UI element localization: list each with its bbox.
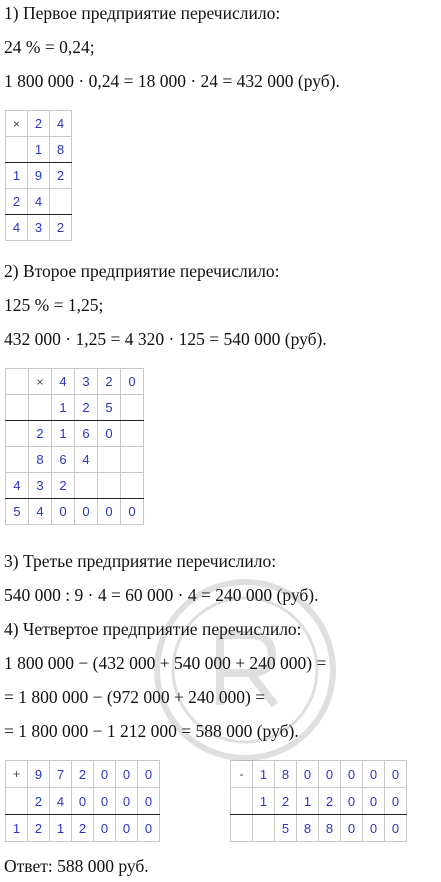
grid-cell: 0 (72, 788, 94, 815)
grid-cell: 2 (72, 815, 94, 842)
grid-cell: 2 (29, 421, 52, 447)
grid-cell: 2 (319, 788, 341, 815)
grid-row (6, 111, 72, 137)
grid-row (231, 788, 407, 815)
grid-cell (121, 421, 144, 447)
grid-cell: 8 (50, 137, 72, 163)
grid-cell: 0 (319, 761, 341, 788)
grid-cell: 0 (138, 788, 160, 815)
step3-heading: 3) Третье предприятие перечислило: (4, 551, 277, 571)
grid-cell: × (29, 369, 52, 395)
grid-cell: 0 (116, 788, 138, 815)
subtraction-grid (230, 760, 407, 842)
grid-cell: 0 (297, 761, 319, 788)
step1-percent: 24 % = 0,24; (4, 37, 95, 57)
grid-cell (6, 137, 28, 163)
grid-cell: 2 (75, 395, 98, 421)
grid-cell: - (231, 761, 253, 788)
grid-cell: 7 (50, 761, 72, 788)
grid-cell: 0 (121, 499, 144, 525)
grid-cell (6, 447, 29, 473)
step4-line1: 1 800 000 − (432 000 + 540 000 + 240 000) = (4, 653, 327, 673)
grid-cell (231, 815, 253, 842)
grid-cell: 0 (363, 788, 385, 815)
grid-cell: 8 (319, 815, 341, 842)
grid-row (6, 369, 144, 395)
grid-cell (29, 395, 52, 421)
grid-cell: 6 (75, 421, 98, 447)
step4-line2: = 1 800 000 − (972 000 + 240 000) = (4, 687, 266, 707)
grid-row (6, 499, 144, 525)
grid-cell (231, 788, 253, 815)
grid-cell: 0 (385, 788, 407, 815)
grid-cell: 2 (28, 111, 50, 137)
grid-cell (50, 189, 72, 215)
step2-heading: 2) Второе предприятие перечислило: (4, 261, 280, 281)
grid-cell (6, 788, 28, 815)
grid-cell: 0 (341, 815, 363, 842)
grid-cell: 5 (6, 499, 29, 525)
grid-row (6, 189, 72, 215)
grid-cell: 4 (6, 473, 29, 499)
grid-cell: 2 (50, 215, 72, 241)
grid-cell: 3 (28, 215, 50, 241)
grid-row (6, 137, 72, 163)
grid-cell: 5 (275, 815, 297, 842)
grid-cell (121, 473, 144, 499)
grid-cell: 0 (341, 788, 363, 815)
grid-cell: 0 (363, 761, 385, 788)
grid-cell: 4 (29, 499, 52, 525)
step1-heading: 1) Первое предприятие перечислило: (4, 3, 281, 23)
grid-cell: 0 (98, 499, 121, 525)
grid-cell (253, 815, 275, 842)
grid-cell: 4 (75, 447, 98, 473)
grid-cell: 1 (50, 815, 72, 842)
grid-cell: 8 (297, 815, 319, 842)
grid-cell: 2 (28, 815, 50, 842)
grid-row (231, 761, 407, 788)
grid-cell: 4 (6, 215, 28, 241)
grid-cell: 2 (28, 788, 50, 815)
grid-cell: 2 (50, 163, 72, 189)
grid-cell: 3 (29, 473, 52, 499)
grid-cell: 4 (50, 111, 72, 137)
grid-cell: 2 (275, 788, 297, 815)
answer-line: Ответ: 588 000 руб. (4, 856, 149, 876)
grid-row (6, 163, 72, 189)
multiplication-grid-4320x125 (5, 368, 144, 525)
grid-cell: 1 (28, 137, 50, 163)
step2-percent: 125 % = 1,25; (4, 295, 104, 315)
grid-cell: 8 (29, 447, 52, 473)
grid-cell: 8 (275, 761, 297, 788)
grid-cell: 1 (253, 761, 275, 788)
grid-row (6, 473, 144, 499)
grid-cell: 0 (138, 815, 160, 842)
grid-cell (75, 473, 98, 499)
grid-cell: 3 (75, 369, 98, 395)
grid-cell: 1 (6, 815, 28, 842)
grid-cell: 0 (94, 815, 116, 842)
step4-heading: 4) Четвертое предприятие перечислило: (4, 619, 302, 639)
grid-cell: 6 (52, 447, 75, 473)
grid-cell: × (6, 111, 28, 137)
grid-row (231, 815, 407, 842)
grid-cell: 4 (28, 189, 50, 215)
grid-cell: + (6, 761, 28, 788)
grid-cell: 0 (363, 815, 385, 842)
grid-row (6, 395, 144, 421)
grid-row (6, 788, 160, 815)
grid-cell: 4 (52, 369, 75, 395)
grid-cell (6, 369, 29, 395)
grid-cell: 1 (253, 788, 275, 815)
step1-calculation: 1 800 000 · 0,24 = 18 000 · 24 = 432 000 (руб). (4, 71, 340, 91)
step3-calculation: 540 000 : 9 · 4 = 60 000 · 4 = 240 000 (руб). (4, 585, 319, 605)
grid-cell: 0 (385, 761, 407, 788)
grid-cell: 0 (98, 421, 121, 447)
grid-cell: 0 (116, 815, 138, 842)
grid-cell: 9 (28, 761, 50, 788)
grid-row (6, 447, 144, 473)
grid-cell: 0 (52, 499, 75, 525)
grid-cell (6, 395, 29, 421)
grid-cell (98, 447, 121, 473)
grid-cell: 2 (52, 473, 75, 499)
grid-cell: 0 (94, 761, 116, 788)
step2-calculation: 432 000 · 1,25 = 4 320 · 125 = 540 000 (руб). (4, 329, 327, 349)
grid-cell: 0 (75, 499, 98, 525)
step4-line3: = 1 800 000 − 1 212 000 = 588 000 (руб). (4, 721, 299, 741)
multiplication-grid-24x18 (5, 110, 72, 241)
grid-cell: 4 (50, 788, 72, 815)
grid-cell: 1 (52, 395, 75, 421)
grid-cell (121, 447, 144, 473)
grid-cell: 1 (297, 788, 319, 815)
grid-cell: 2 (6, 189, 28, 215)
grid-row (6, 815, 160, 842)
grid-cell: 2 (72, 761, 94, 788)
grid-cell: 0 (385, 815, 407, 842)
grid-cell: 0 (121, 369, 144, 395)
grid-cell: 1 (52, 421, 75, 447)
grid-cell: 2 (98, 369, 121, 395)
grid-cell (121, 395, 144, 421)
grid-row (6, 761, 160, 788)
grid-cell: 5 (98, 395, 121, 421)
grid-cell: 0 (341, 761, 363, 788)
grid-cell: 0 (138, 761, 160, 788)
addition-grid (5, 760, 160, 842)
grid-cell: 0 (116, 761, 138, 788)
grid-cell (6, 421, 29, 447)
grid-cell: 1 (6, 163, 28, 189)
grid-row (6, 421, 144, 447)
grid-cell: 9 (28, 163, 50, 189)
grid-cell: 0 (94, 788, 116, 815)
grid-cell (98, 473, 121, 499)
grid-row (6, 215, 72, 241)
